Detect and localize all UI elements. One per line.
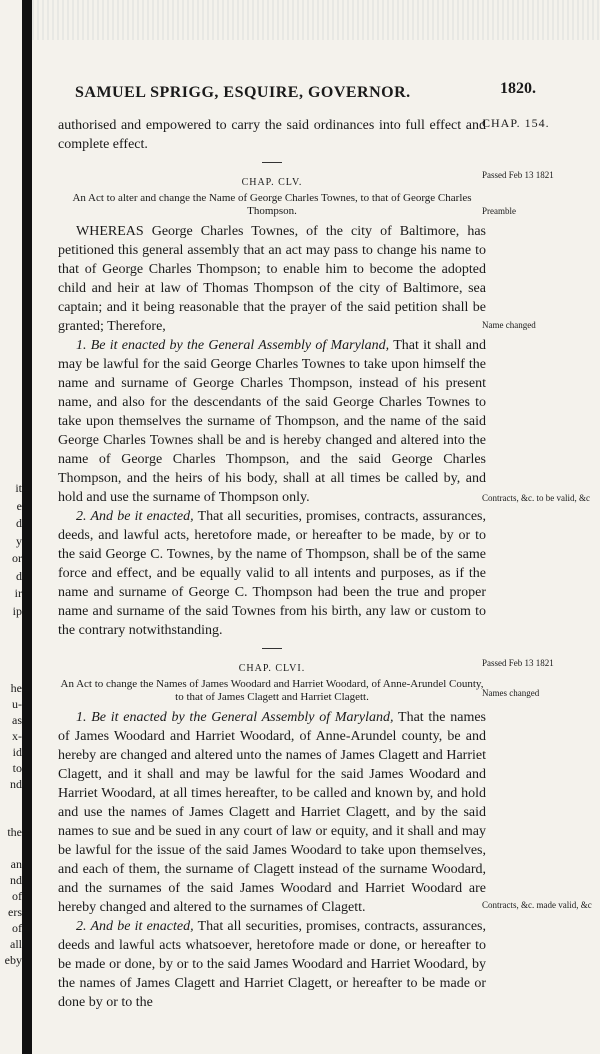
left-margin-fragments-b: he u- as x- id to nd the an nd of ers of all eby (4, 681, 22, 967)
binding-edge (22, 0, 32, 1054)
section-intro: 1. Be it enacted by the General Assembly of Maryland, (76, 710, 394, 725)
chapter-155-section-1 (58, 336, 486, 507)
page-year: 1820. (500, 80, 536, 97)
section-text: That the names of James Woodard and Harriet Woodard, of Anne-Arundel county, be and hereby are changed and altered unto the names of James Clagett and Harriet Clagett, and it shall and may be lawful for the said James Woodard and Harriet Woodard, at all times hereafter, to be called and known by, and hold and use the names of James Clagett and Harriet Clagett, and by the said names to sue and be sued in any court of law or equity, and it shall and may be lawful for the issue of the said James Woodard to take upon themselves, and each of them, the surname of Clagett instead of the surname Woodard, and the surnames of the said James Woodard and Harriet Woodard are hereby changed and altered to the surnames of Clagett. (58, 710, 487, 915)
margin-note-passed-156: Passed Feb 13 1821 (482, 658, 554, 668)
section-text: That all securities, promises, contracts, assurances, deeds and lawful acts whatsoever, heretofore made or done, or hereafter to be made or done, by or to the said James Woodard and Harriet Woodard, by the names of James Clagett and Harriet Clagett, or hereafter to be made or done by or to the (58, 919, 487, 1010)
chapter-156-section-2 (58, 917, 486, 1012)
section-intro: 2. And be it enacted, (76, 509, 194, 524)
chapter-155-title: An Act to alter and change the Name of George Charles Townes, to that of George Charles Thompson. (72, 192, 472, 217)
chapter-155-section-2 (58, 507, 486, 640)
divider (262, 648, 282, 649)
scan-noise (32, 0, 600, 40)
margin-note-contracts-156: Contracts, &c. made valid, &c (482, 900, 592, 910)
section-text: That all securities, promises, contracts, assurances, deeds, and lawful acts, heretofore made, or hereafter to be made, by or to the said George C. Townes, by the name of Thompson, shall be of the same force and effect, and be equally valid to all intents and purposes, as if the name and surname of George C. Thompson had been the true and proper name and surname of the said Townes from his birth, any law or custom to the contrary notwithstanding. (58, 509, 487, 638)
chapter-156-heading: CHAP. CLVI. (238, 663, 306, 674)
chapter-155-heading: CHAP. CLV. (241, 177, 303, 188)
continuation-paragraph: authorised and empowered to carry the said ordinances into full effect and complete effect. (58, 118, 486, 152)
margin-note-preamble: Preamble (482, 206, 516, 216)
left-margin-fragments-a: it e d y or d ir ip (12, 481, 22, 618)
section-intro: 1. Be it enacted by the General Assembly of Maryland, (76, 338, 390, 353)
chapter-156-section-1 (58, 708, 486, 917)
main-text (58, 116, 486, 1012)
chapter-155-preamble: WHEREAS George Charles Townes, of the city of Baltimore, has petitioned this general assembly that an act may pass to change his name to that of George Charles Thompson; to enable him to become the adopted child and heir at law of Thomas Thompson of the city of Baltimore, sea captain; and it being reasonable that the prayer of the said petition shall be granted; Therefore, (58, 224, 486, 334)
section-text: That it shall and may be lawful for the said George Charles Townes to take upon himself the name and surname of George Charles Thompson, instead of his present name, and also for the descendants of the said George Charles Townes to take upon themselves the surname of Thompson, and the name of the said George Charles Townes shall be and is hereby changed and altered into the name of George Charles Thompson, and the said George Charles Thompson, and the heirs of his body, shall at all times be called by, and hold and use the surname of Thompson only. (58, 338, 487, 505)
divider (262, 162, 282, 163)
margin-note-names-changed: Names changed (482, 688, 540, 698)
margin-note-passed-155: Passed Feb 13 1821 (482, 170, 554, 180)
chapter-156-title: An Act to change the Names of James Woodard and Harriet Woodard, of Anne-Arundel County, to that of James Clagett and Harriet Clagett. (60, 678, 484, 703)
page-header: SAMUEL SPRIGG, ESQUIRE, GOVERNOR. (75, 84, 411, 101)
margin-note-contracts-155: Contracts, &c. to be valid, &c (482, 493, 590, 503)
margin-note-name-changed: Name changed (482, 320, 536, 330)
section-intro: 2. And be it enacted, (76, 919, 194, 934)
chapter-reference: CHAP. 154. (482, 116, 550, 130)
